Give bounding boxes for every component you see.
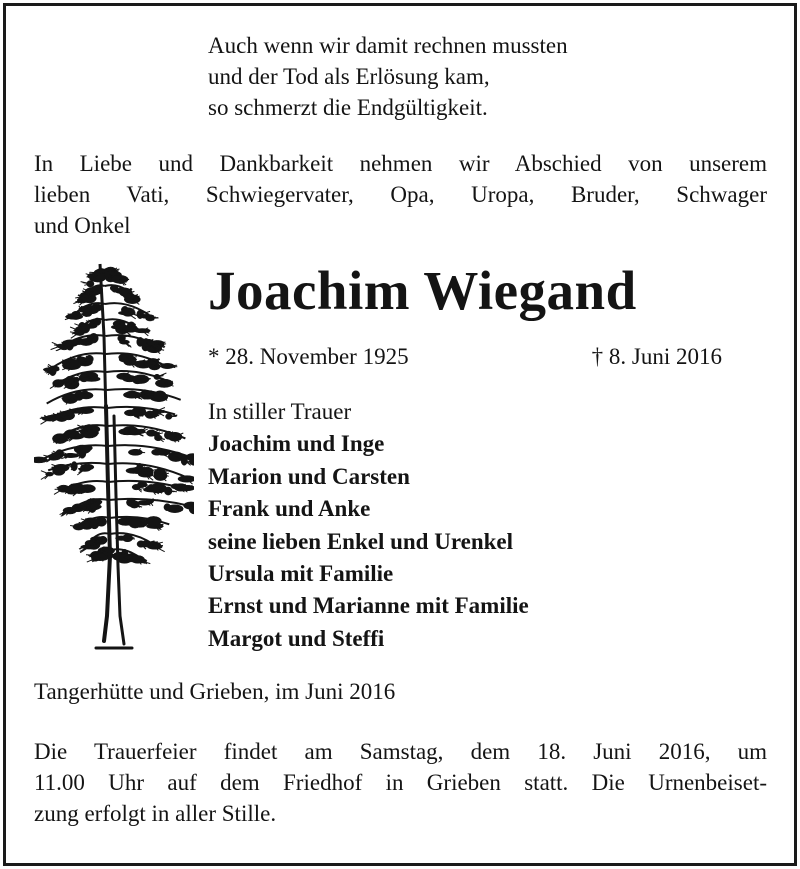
farewell-intro [34, 148, 767, 241]
mourner-name: Marion und Carsten [208, 463, 410, 489]
funeral-line: Die Trauerfeier findet am Samstag, dem 18. Juni 2016, um [34, 739, 767, 764]
mourner-name: Ernst und Marianne mit Familie [208, 593, 529, 619]
deceased-name: Joachim Wiegand [208, 260, 637, 321]
poem-line: Auch wenn wir damit rechnen mussten [208, 33, 568, 58]
mourners-heading: In stiller Trauer [208, 399, 352, 424]
birth-date: * 28. November 1925 [208, 344, 409, 369]
intro-line: und Onkel [34, 213, 131, 238]
funeral-info [34, 736, 767, 829]
mourner-name: Frank und Anke [208, 496, 371, 522]
pine-tree-icon [34, 256, 194, 656]
mourner-name: Joachim und Inge [208, 431, 385, 457]
intro-line: In Liebe und Dankbarkeit nehmen wir Abschied von unserem [34, 151, 767, 176]
funeral-line: zung erfolgt in aller Stille. [34, 801, 277, 826]
death-date: † 8. Juni 2016 [591, 344, 722, 369]
poem-line: und der Tod als Erlösung kam, [208, 64, 490, 89]
mourners-list [208, 396, 529, 655]
poem-line: so schmerzt die Endgültigkeit. [208, 95, 488, 120]
intro-line: lieben Vati, Schwiegervater, Opa, Uropa, Bruder, Schwager [34, 182, 767, 207]
funeral-line: 11.00 Uhr auf dem Friedhof in Grieben statt. Die Urnenbeiset- [34, 770, 767, 795]
poem [208, 30, 568, 123]
mourner-name: Margot und Steffi [208, 625, 385, 651]
mourner-name: seine lieben Enkel und Urenkel [208, 528, 514, 554]
place-and-date: Tangerhütte und Grieben, im Juni 2016 [34, 679, 396, 704]
life-dates [208, 341, 722, 372]
mourner-name: Ursula mit Familie [208, 561, 394, 587]
